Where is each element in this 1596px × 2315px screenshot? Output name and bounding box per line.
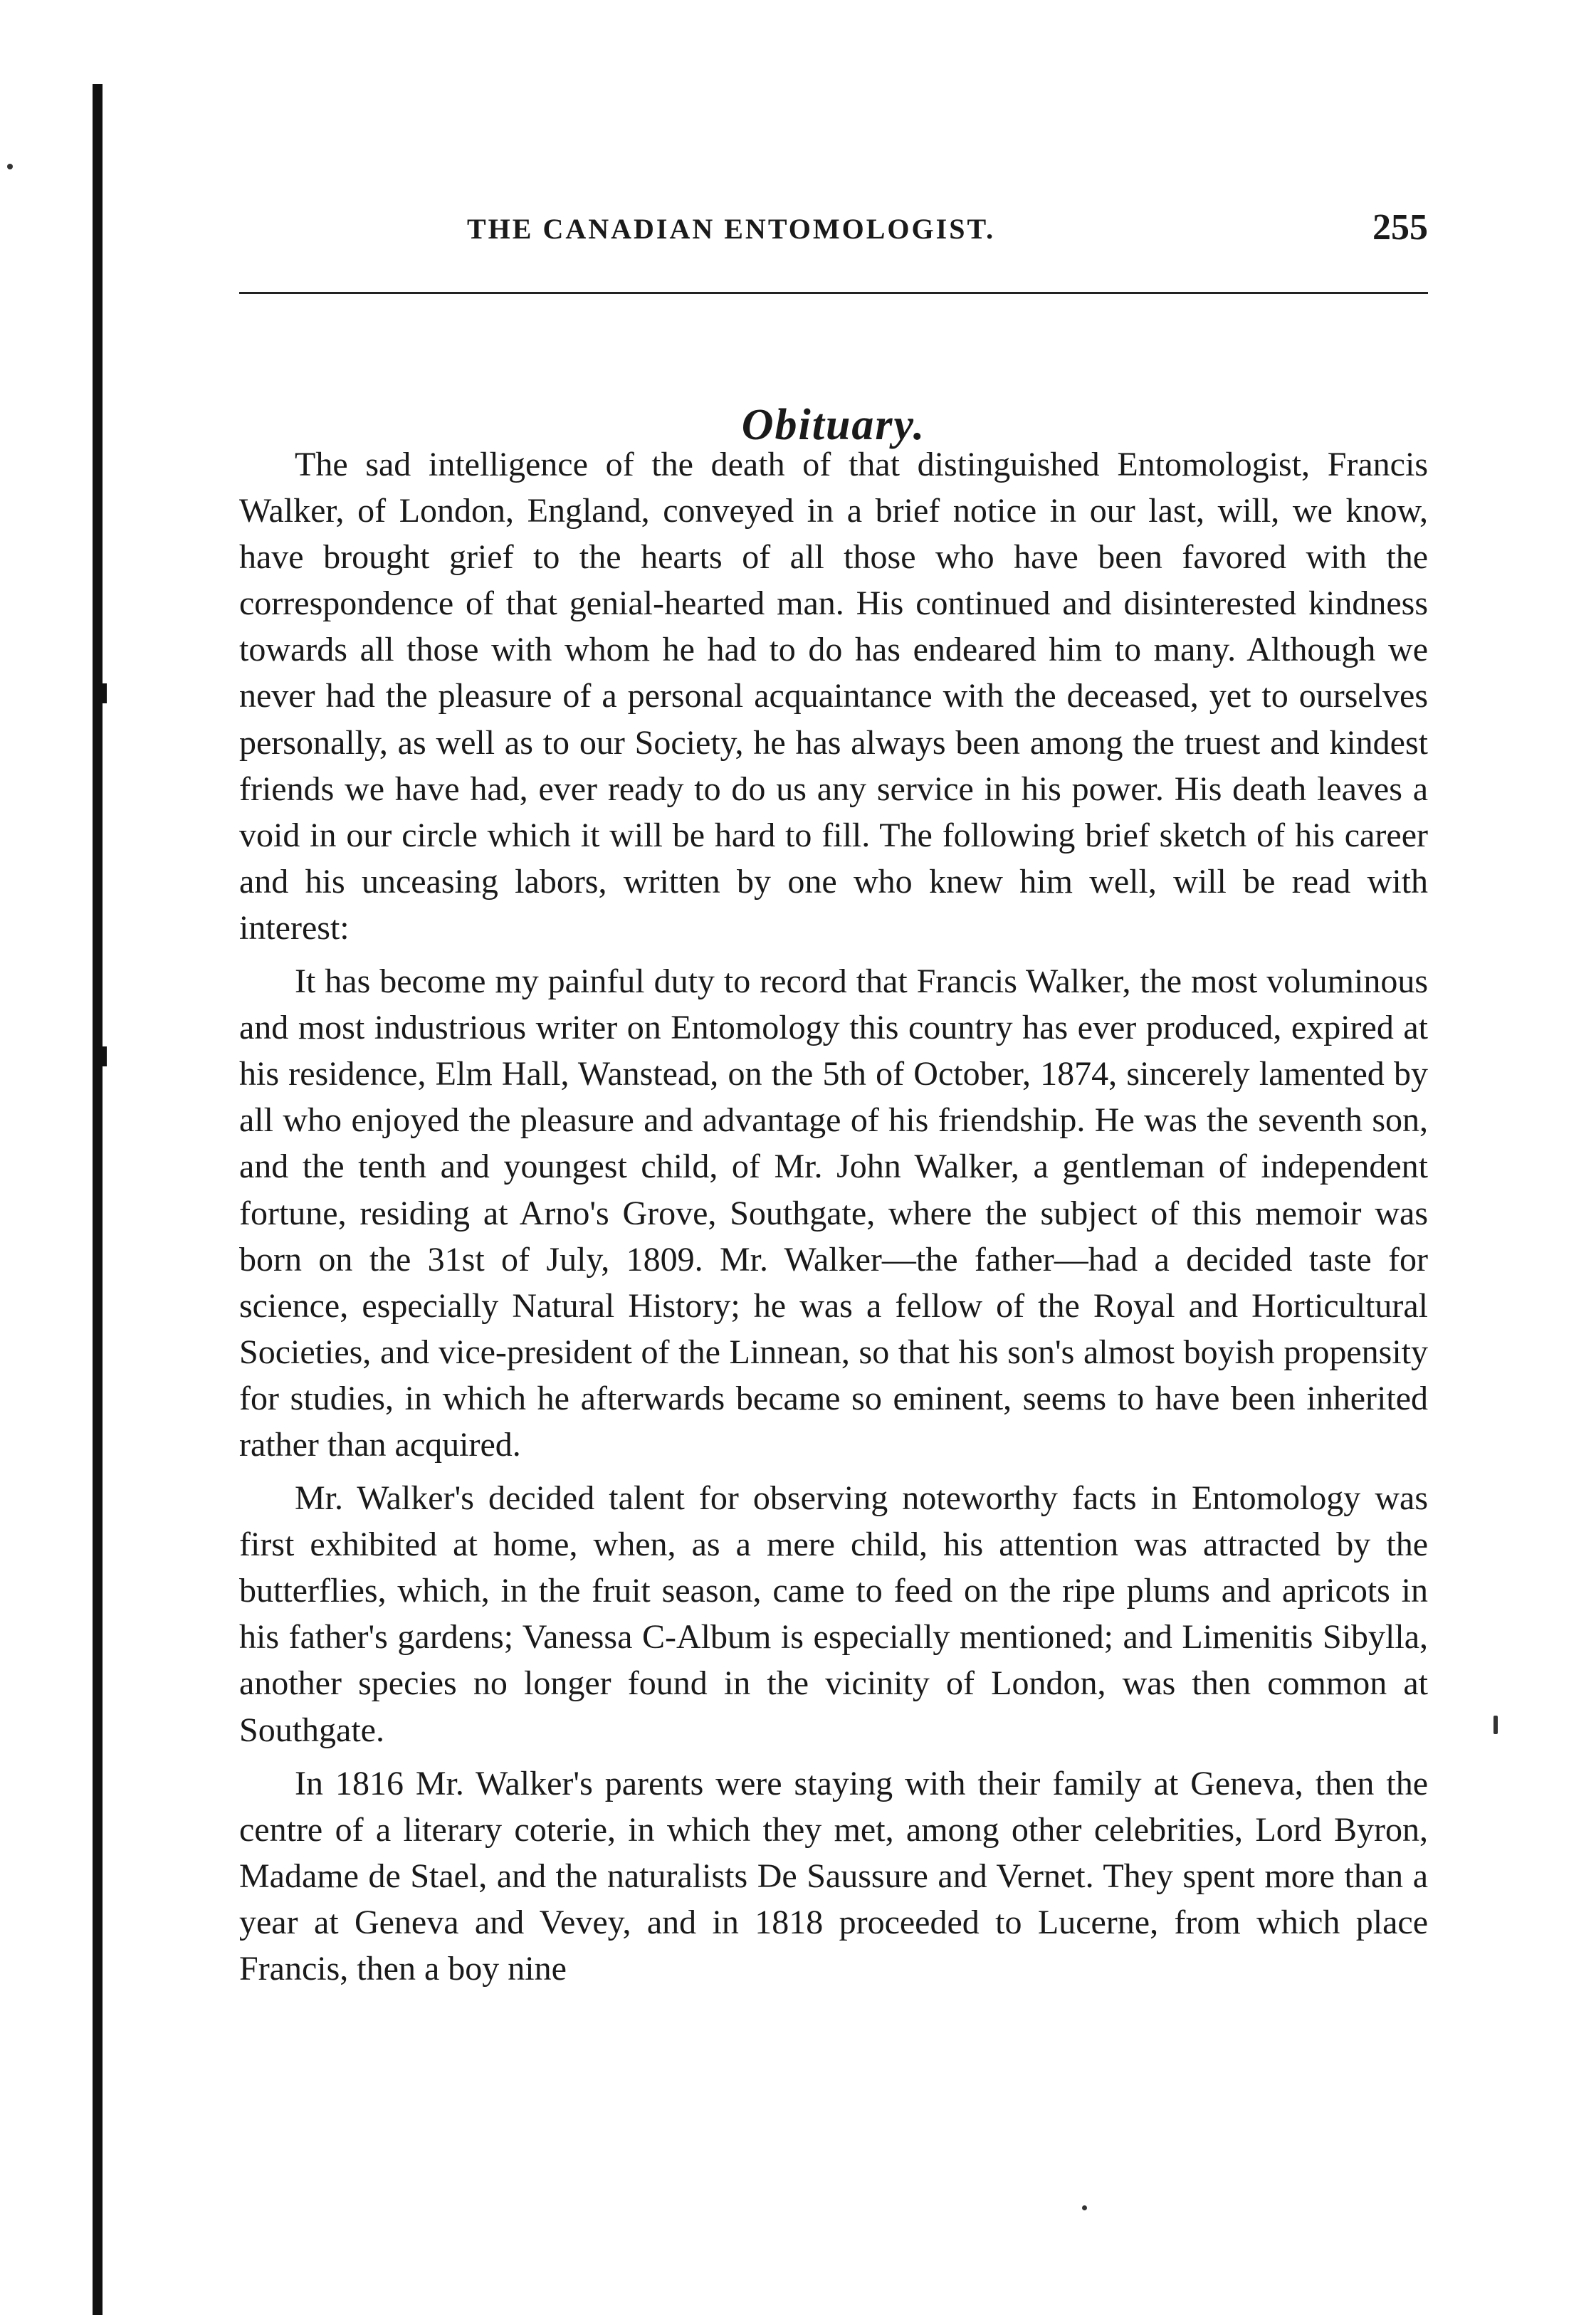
running-title: THE CANADIAN ENTOMOLOGIST. — [467, 213, 996, 245]
paragraph: Mr. Walker's decided talent for observing noteworthy facts in Entomology was first exhibited at home, when, as a mere child, his attention was attracted by the butterflies, which, in the fruit season, came to feed on the ripe plums and apricots in his father's gardens; Vanessa C-Album is especially mentioned; and Limenitis Sibylla, another species no longer found in the vicinity of London, was then common at Southgate. — [239, 1479, 1428, 1749]
stray-ink-mark — [1493, 1716, 1498, 1734]
obituary-body — [239, 441, 1428, 1999]
header-rule — [239, 292, 1428, 294]
document-page — [239, 206, 1428, 1988]
page-number: 255 — [1372, 207, 1428, 248]
stray-ink-mark — [1082, 2205, 1087, 2210]
scan-edge-notch — [100, 683, 107, 703]
paragraph: The sad intelligence of the death of that distinguished Entomologist, Francis Walker, of London, England, conveyed in a brief notice in our last, will, we know, have brought grief to the hearts of all those who have been favored with the correspondence of that genial-hearted man. His continued and disinterested kindness towards all those with whom he had to do has endeared him to many. Although we never had the pleasure of a personal acquaintance with the deceased, yet to ourselves personally, as well as to our Society, he has always been among the truest and kindest friends we have had, ever ready to do us any service in his power. His death leaves a void in our circle which it will be hard to fill. The following brief sketch of his career and his unceasing labors, written by one who knew him well, will be read with interest: — [239, 446, 1428, 947]
obituary-heading: Obituary. — [741, 400, 926, 449]
paragraph: It has become my painful duty to record that Francis Walker, the most voluminous and most industrious writer on Entomology this country has ever produced, expired at his residence, Elm Hall, Wanstead, on the 5th of October, 1874, sincerely lamented by all who enjoyed the pleasure and advantage of his friendship. He was the seventh son, and the tenth and youngest child, of Mr. John Walker, a gentleman of independent fortune, residing at Arno's Grove, Southgate, where the subject of this memoir was born on the 31st of July, 1809. Mr. Walker—the father—had a decided taste for science, especially Natural History; he was a fellow of the Royal and Horticultural Societies, and vice-president of the Linnean, so that his son's almost boyish propensity for studies, in which he afterwards became so eminent, seems to have been inherited rather than acquired. — [239, 962, 1428, 1464]
paragraph: In 1816 Mr. Walker's parents were staying with their family at Geneva, then the centre of a literary coterie, in which they met, among other celebrities, Lord Byron, Madame de Stael, and the naturalists De Saussure and Vernet. They spent more than a year at Geneva and Vevey, and in 1818 proceeded to Lucerne, from which place Francis, then a boy nine — [239, 1764, 1428, 1988]
scan-edge-notch — [100, 1046, 107, 1066]
scan-binding-edge — [93, 84, 103, 2315]
stray-ink-mark — [7, 164, 13, 169]
running-header — [239, 206, 1428, 263]
